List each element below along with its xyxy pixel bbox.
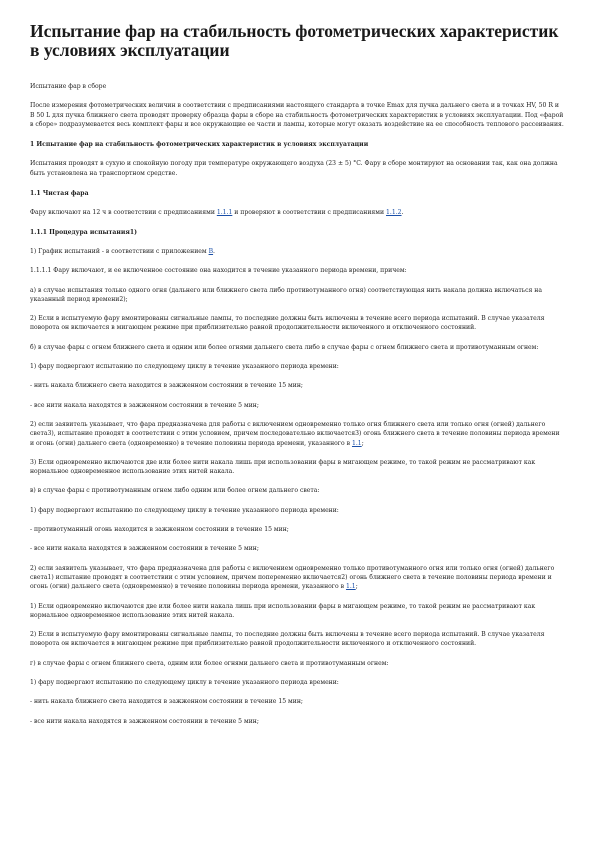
paragraph-text: Испытание фар в сборе — [30, 83, 107, 90]
section-heading — [30, 228, 565, 237]
paragraph — [30, 266, 565, 275]
paragraph — [30, 697, 565, 706]
paragraph-text: ; — [355, 583, 358, 591]
paragraph-text: 1) фару подвергают испытанию по следующему циклу в течение указанного периода времени: — [30, 363, 339, 371]
paragraph-text: После измерения фотометрических величин в соответствии с предписаниями настоящего стандарта в точке Emax для пучка дальнего света и в точках HV, 50 R и B 50 L для пучка ближнего света проводят проверку образца фары в сборе на стабильность фотометрических характеристик в условиях эксплуатации. Под «фарой в сборе» подразумевается весь комплект фары и все окружающие ее части и лампы, которые могут оказать воздействие на ее способность теплового рассеивания. — [30, 102, 564, 128]
paragraph — [30, 420, 565, 448]
paragraph-text: 2) если заявитель указывает, что фара предназначена для работы с включением одновременно только противотуманного огня или только огня (огней) дальнего света1) испытание проводят в соответствии с этим условием, причем попеременно включается2) огонь ближнего света в течение половины периода времени и огонь (огни) дальнего света (одновременно) в течение половины периода времени, указанного в — [30, 564, 555, 591]
paragraph-text: 2) если заявитель указывает, что фара предназначена для работы с включением одновременно только огня ближнего света или только огня (огней) дальнего света3), испытание проводят в соответствии с этим условием, причем последовательно включается3) огонь ближнего света в течение половины периода времени и огонь (огни) дальнего света (одновременно) в течение половины периода времени, указанного в — [30, 420, 560, 447]
paragraph — [30, 208, 565, 217]
paragraph-text: - все нити накала находятся в зажженном состоянии в течение 5 мин; — [30, 545, 259, 553]
paragraph — [30, 362, 565, 371]
paragraph — [30, 101, 565, 129]
cross-reference-link[interactable]: 1.1 — [351, 439, 362, 447]
cross-reference-link[interactable]: 1.1 — [345, 583, 356, 591]
paragraph-text: - все нити накала находятся в зажженном состоянии в течение 5 мин; — [30, 717, 259, 725]
paragraph — [30, 343, 565, 352]
paragraph-text: . — [401, 209, 404, 217]
paragraph-text: 1 Испытание фар на стабильность фотометрических характеристик в условиях эксплуатации — [30, 141, 369, 149]
paragraph — [30, 602, 565, 621]
paragraph-text: ; — [361, 439, 364, 447]
paragraph — [30, 458, 565, 477]
paragraph-text: 1) фару подвергают испытанию по следующему циклу в течение указанного периода времени: — [30, 506, 339, 514]
paragraph — [30, 717, 565, 726]
paragraph — [30, 564, 565, 592]
paragraph-text: 1.1.1.1 Фару включают, и ее включенное состояние она находится в течение указанного периода времени, причем: — [30, 267, 407, 275]
paragraph-text: 1) фару подвергают испытанию по следующему циклу в течение указанного периода времени: — [30, 678, 339, 686]
section-heading — [30, 189, 565, 198]
paragraph-text: 1.1.1 Процедура испытания1) — [30, 228, 137, 236]
paragraph-text: 2) Если в испытуемую фару вмонтированы сигнальные лампы, то последние должны быть включены в течение всего периода испытаний. В случае указателя поворота он включается в мигающем режиме при приблизительно равной продолжительности включенного и отключенного состояний. — [30, 315, 545, 332]
paragraph — [30, 82, 565, 91]
paragraph — [30, 401, 565, 410]
paragraph — [30, 486, 565, 495]
paragraph-text: 1) График испытаний - в соответствии с приложением — [30, 247, 209, 255]
cross-reference-link[interactable]: 1.1.1 — [216, 209, 233, 217]
paragraph-text: г) в случае фары с огнем ближнего света, одним или более огнями дальнего света и противотуманным огнем: — [30, 659, 389, 667]
paragraph-text: - нить накала ближнего света находится в зажженном состоянии в течение 15 мин; — [30, 698, 303, 706]
paragraph-text: 1.1 Чистая фара — [30, 190, 89, 198]
paragraph-text: Испытания проводят в сухую и спокойную погоду при температуре окружающего воздуха (23 ± 5) °C. Фару в сборе монтируют на основании так, как она должна быть установлена на транспортном средстве. — [30, 160, 558, 177]
paragraph-text: . — [213, 247, 215, 255]
paragraph-text: - противотуманный огонь находится в зажженном состоянии в течение 15 мин; — [30, 526, 289, 534]
paragraph — [30, 159, 565, 178]
paragraph — [30, 525, 565, 534]
paragraph — [30, 286, 565, 305]
paragraph-text: 3) Если одновременно включаются две или более нити накала лишь при использовании фары в мигающем режиме, то такой режим не рассматривают как нормальное одновременное использование этих нитей накала. — [30, 458, 536, 476]
paragraph — [30, 659, 565, 668]
cross-reference-link[interactable]: В — [208, 247, 214, 255]
paragraph — [30, 314, 565, 333]
paragraph-text: - нить накала ближнего света находится в зажженном состоянии в течение 15 мин; — [30, 382, 303, 390]
paragraph-text: - все нити накала находятся в зажженном состоянии в течение 5 мин; — [30, 401, 259, 409]
section-heading — [30, 140, 565, 149]
paragraph-text: 2) Если в испытуемую фару вмонтированы сигнальные лампы, то последние должны быть включены в течение всего периода испытаний. В случае указателя поворота он включается в мигающем режиме при приблизительно равной продолжительности включенного и отключенного состояний. — [30, 631, 545, 648]
paragraph — [30, 678, 565, 687]
paragraph — [30, 630, 565, 649]
paragraph-text: Фару включают на 12 ч в соответствии с предписаниями — [30, 209, 217, 217]
document-body — [30, 82, 565, 726]
paragraph-text: 1) Если одновременно включаются две или более нити накала лишь при использовании фары в мигающем режиме, то такой режим не рассматривают как нормальное одновременное использование этих нитей накала. — [30, 602, 536, 619]
paragraph-text: в) в случае фары с противотуманным огнем либо одним или более огнем дальнего света: — [30, 487, 320, 495]
paragraph — [30, 506, 565, 515]
paragraph — [30, 544, 565, 553]
cross-reference-link[interactable]: 1.1.2 — [386, 209, 402, 217]
paragraph-text: а) в случае испытания только одного огня (дальнего или ближнего света либо противотуманного огня) соответствующая нить накала должна включаться на указанный период времени2); — [30, 286, 542, 303]
paragraph — [30, 381, 565, 390]
paragraph-text: и проверяют в соответствии с предписаниями — [232, 209, 387, 217]
page-title: Испытание фар на стабильность фотометрических характеристик в условиях эксплуатации — [30, 21, 559, 60]
paragraph — [30, 247, 565, 256]
paragraph-text: б) в случае фары с огнем ближнего света и одним или более огнями дальнего света либо в случае фары с огнем ближнего света и противотуманным огнем: — [30, 343, 539, 351]
